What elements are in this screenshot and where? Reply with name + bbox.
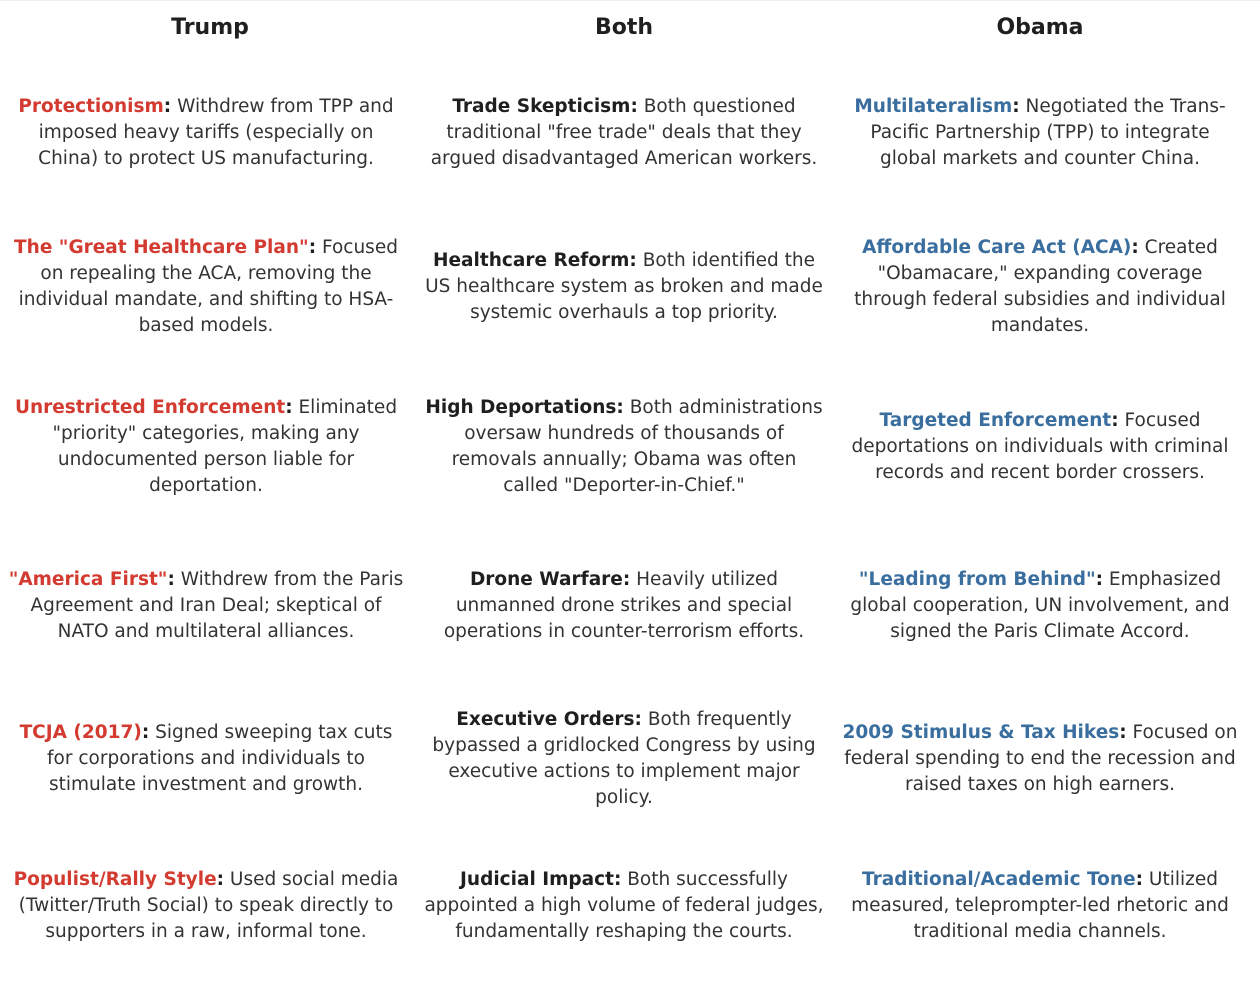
trump-cell-america-first [6,566,406,646]
header-obama: Obama [996,15,1084,40]
obama-text: Utilized measured, teleprompter-led rhetoric and traditional media channels. [851,869,1229,942]
both-title: Executive Orders: [456,709,642,730]
obama-cell-enforcement [840,394,1240,500]
both-title: Drone Warfare: [469,569,631,590]
trump-cell-protectionism [6,93,406,173]
title-separator: : [1111,410,1119,431]
title-separator: : [1131,237,1139,258]
trump-text: Signed sweeping tax cuts for corporations and individuals to stimulate investment and growth. [47,722,393,795]
both-cell-drone [424,566,824,646]
title-separator: : [308,237,317,258]
both-text: Both identified the US healthcare system as broken and made systemic overhauls a top priority. [425,250,823,323]
both-cell-trade [424,93,824,173]
both-text: Heavily utilized unmanned drone strikes and special operations in counter-terrorism efforts. [443,569,805,642]
trump-text: Focused on repealing the ACA, removing the individual mandate, and shifting to HSA-based models. [18,237,398,336]
both-cell-judicial [424,853,824,959]
trump-title: Unrestricted Enforcement [14,397,286,418]
trump-title: "America First" [8,569,168,590]
obama-title: Affordable Care Act (ACA) [862,237,1132,258]
trump-text: Withdrew from TPP and imposed heavy tariffs (especially on China) to protect US manufacturing. [38,96,394,169]
title-separator: : [1135,869,1144,890]
trump-cell-healthcare [6,234,406,340]
both-title: Healthcare Reform: [433,250,637,271]
title-separator: : [167,569,175,590]
obama-text: Emphasized global cooperation, UN involvement, and signed the Paris Climate Accord. [850,569,1230,642]
obama-title: 2009 Stimulus & Tax Hikes [842,722,1120,743]
obama-title: "Leading from Behind" [858,569,1096,590]
title-separator: : [285,397,293,418]
obama-cell-stimulus [840,706,1240,812]
title-separator: : [141,722,150,743]
trump-title: TCJA (2017) [19,722,142,743]
header-trump: Trump [171,15,249,40]
both-cell-deportations [424,394,824,500]
trump-cell-tcja [6,706,406,812]
obama-cell-leading [840,566,1240,646]
title-separator: : [216,869,225,890]
trump-text: Eliminated "priority" categories, making any undocumented person liable for deportation. [52,397,398,496]
trump-title: Populist/Rally Style [13,869,217,890]
obama-cell-multilateralism [840,93,1240,173]
obama-text: Focused on federal spending to end the recession and raised taxes on high earners. [844,722,1238,795]
obama-cell-aca [840,234,1240,340]
title-separator: : [1119,722,1127,743]
both-title: High Deportations: [425,397,624,418]
both-cell-executive [424,706,824,812]
header-both: Both [594,15,654,40]
both-text: Both administrations oversaw hundreds of thousands of removals annually; Obama was often called "Deporter-in-Chief." [451,397,823,496]
both-text: Both successfully appointed a high volume of federal judges, fundamentally reshaping the courts. [424,869,824,942]
title-separator: : [1012,96,1020,117]
obama-text: Focused deportations on individuals with criminal records and recent border crossers. [851,410,1229,483]
obama-text: Created "Obamacare," expanding coverage through federal subsidies and individual mandates. [854,237,1226,336]
trump-title: Protectionism [18,96,164,117]
both-title: Judicial Impact: [460,869,622,890]
trump-text: Withdrew from the Paris Agreement and Iran Deal; skeptical of NATO and multilateral alliances. [30,569,404,642]
obama-text: Negotiated the Trans-Pacific Partnership (TPP) to integrate global markets and counter China. [870,96,1226,169]
title-separator: : [163,96,172,117]
both-text: Both questioned traditional "free trade" deals that they argued disadvantaged American workers. [430,96,818,169]
obama-title: Targeted Enforcement [879,410,1112,431]
both-text: Both frequently bypassed a gridlocked Congress by using executive actions to implement major policy. [432,709,816,808]
trump-cell-enforcement [6,394,406,500]
trump-text: Used social media (Twitter/Truth Social) to speak directly to supporters in a raw, informal tone. [18,869,399,942]
trump-cell-style [6,853,406,959]
obama-cell-tone [840,853,1240,959]
obama-title: Traditional/Academic Tone [862,869,1136,890]
obama-title: Multilateralism [854,96,1013,117]
trump-title: The "Great Healthcare Plan" [14,237,309,258]
both-title: Trade Skepticism: [452,96,638,117]
both-cell-healthcare [424,234,824,340]
title-separator: : [1095,569,1104,590]
